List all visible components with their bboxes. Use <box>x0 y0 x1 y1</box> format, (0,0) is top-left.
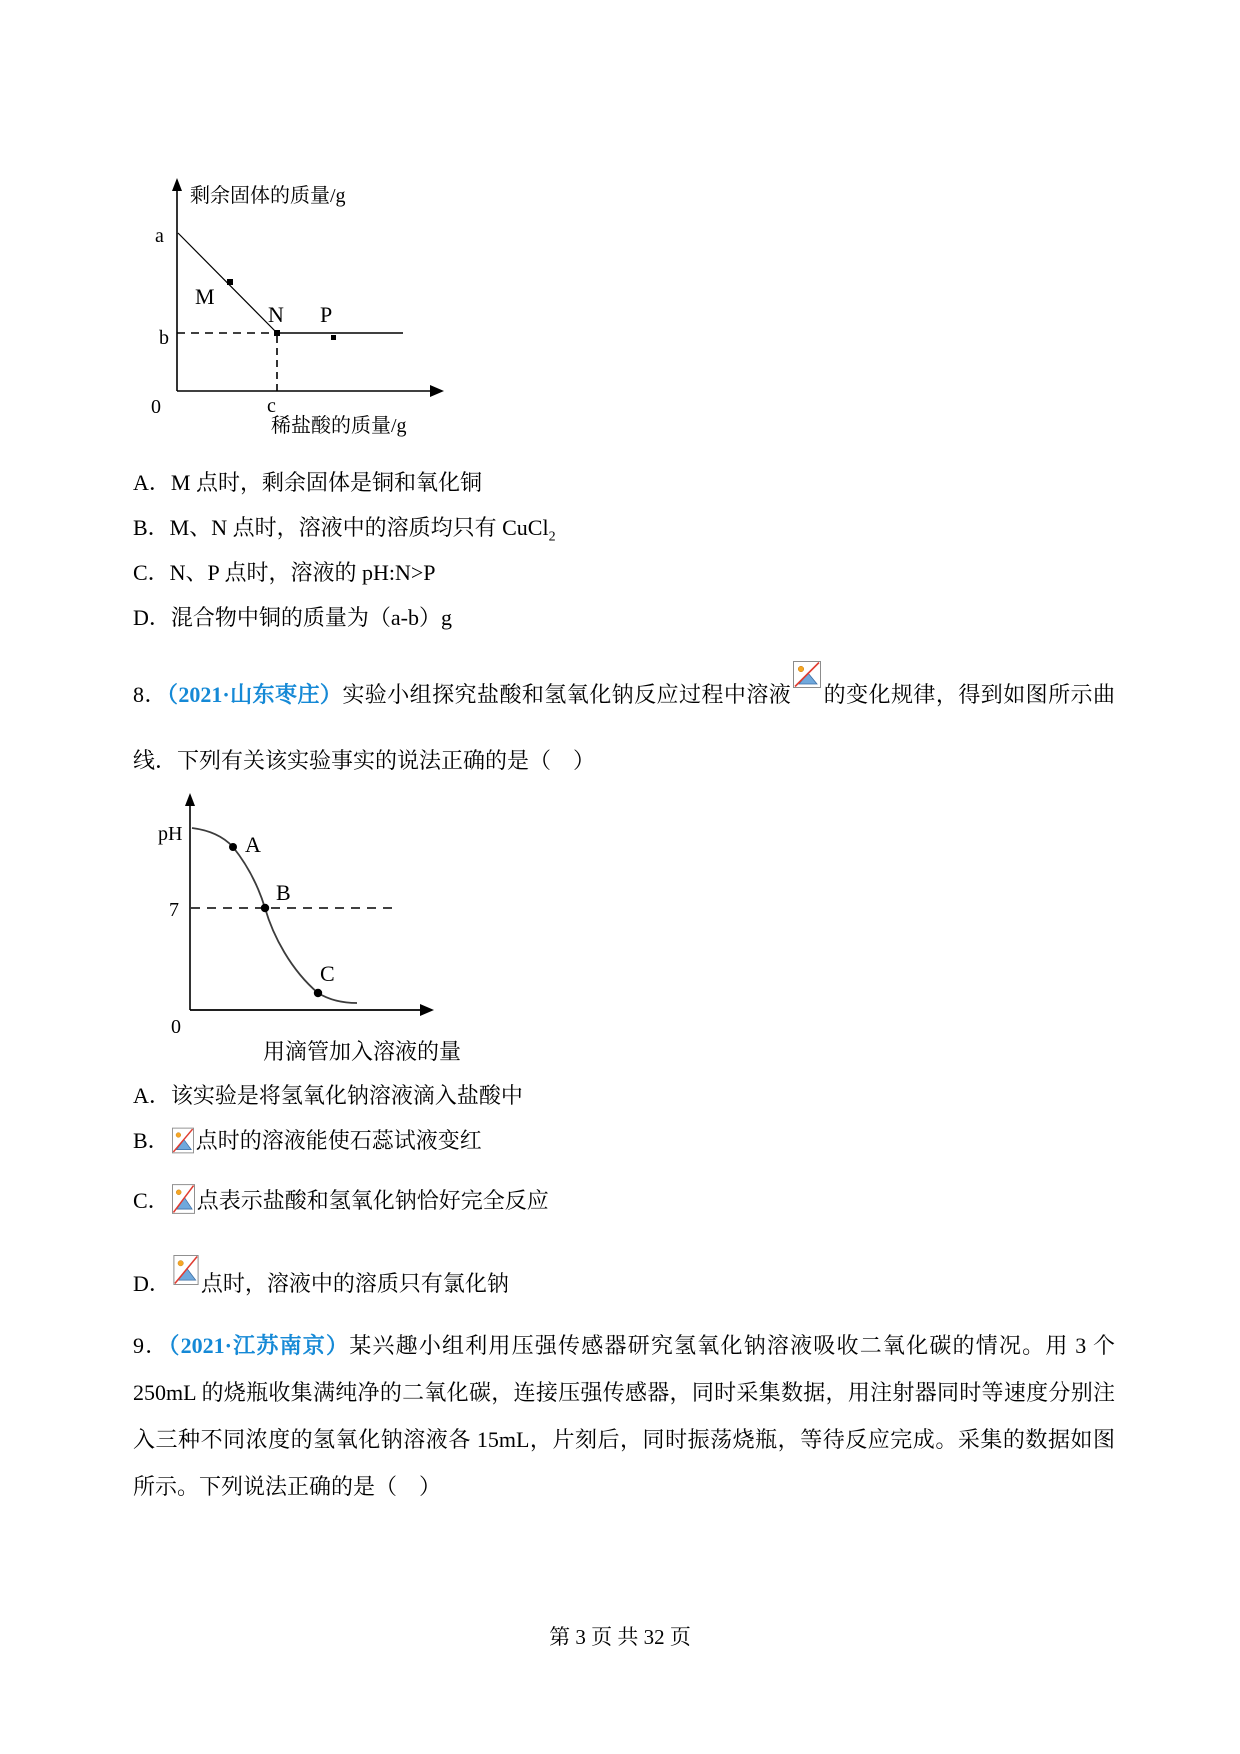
q8-option-c <box>133 1184 549 1222</box>
x-axis-label: 稀盐酸的质量/g <box>271 415 407 437</box>
y-tick-b: b <box>159 327 169 349</box>
y-axis-arrow-icon <box>185 793 195 806</box>
chart-ph-curve <box>133 790 483 1075</box>
q7-option-c-text: C．N、P 点时，溶液的 pH:N>P <box>133 560 436 585</box>
q7-option-a-text: A．M 点时，剩余固体是铜和氧化铜 <box>133 470 482 495</box>
broken-image-icon <box>172 1127 194 1162</box>
q7-option-b <box>133 513 556 543</box>
origin-label: 0 <box>171 1016 181 1038</box>
point-N-marker <box>274 330 280 336</box>
x-axis-arrow-icon <box>420 1004 434 1016</box>
q8-option-d <box>133 1255 509 1303</box>
broken-image-icon <box>793 648 821 714</box>
x-tick-c: c <box>267 395 276 417</box>
q8-option-d-pre: D． <box>133 1271 171 1296</box>
q8-stem-text-2: 的变化规律，得到如图所示曲线．下列有关该实验事实的说法正确的是（ ） <box>133 682 1115 773</box>
y-tick-7: 7 <box>169 899 179 921</box>
q8-option-b-post: 点时的溶液能使石蕊试液变红 <box>195 1128 482 1153</box>
broken-image-icon <box>173 1255 199 1297</box>
q7-option-d <box>133 603 452 633</box>
q7-option-a <box>133 468 482 498</box>
x-axis-label: 用滴管加入溶液的量 <box>263 1039 462 1064</box>
point-B-marker <box>261 904 269 912</box>
q8-option-b <box>133 1126 482 1162</box>
q9-stem-text: 某兴趣小组利用压强传感器研究氢氧化钠溶液吸收二氧化碳的情况。用 3 个 250mL 的烧瓶收集满纯净的二氧化碳，连接压强传感器，同时采集数据，用注射器同时等速度分别注入三种不同浓度的氢氧化钠溶液各 15mL，片刻后，同时振荡烧瓶，等待反应完成。采集的数据如图所示。下列说法正确的是（ ） <box>133 1333 1115 1499</box>
point-P-label: P <box>320 302 333 327</box>
y-tick-a: a <box>155 225 164 247</box>
q8-stem-text-1: 实验小组探究盐酸和氢氧化钠反应过程中溶液 <box>342 682 792 707</box>
point-A-marker <box>229 843 237 851</box>
point-C-label: C <box>320 961 335 986</box>
point-M-marker <box>227 279 233 285</box>
point-M-label: M <box>195 284 215 309</box>
x-axis-arrow-icon <box>430 385 444 397</box>
chart-remaining-solid-mass <box>133 172 463 440</box>
q7-option-b-text: B．M、N 点时，溶液中的溶质均只有 CuCl <box>133 515 549 540</box>
q8-option-a-text: A．该实验是将氢氧化钠溶液滴入盐酸中 <box>133 1083 523 1108</box>
page-number-text: 第 3 页 共 32 页 <box>549 1625 691 1649</box>
broken-image-icon <box>172 1184 195 1222</box>
q8-stem <box>133 648 1115 794</box>
q8-option-c-post: 点表示盐酸和氢氧化钠恰好完全反应 <box>196 1188 549 1213</box>
q7-option-d-text: D．混合物中铜的质量为（a-b）g <box>133 605 452 630</box>
q8-option-c-pre: C． <box>133 1188 170 1213</box>
q8-source-tag: （2021·山东枣庄） <box>166 682 343 707</box>
point-B-label: B <box>276 880 291 905</box>
point-A-label: A <box>245 832 261 857</box>
page-footer <box>0 1621 1240 1651</box>
q8-number: 8． <box>133 682 167 707</box>
q9-source-tag: （2021·江苏南京） <box>168 1333 350 1358</box>
point-C-marker <box>314 989 322 997</box>
q9-stem <box>133 1322 1115 1510</box>
origin-label: 0 <box>151 396 161 418</box>
point-P-marker <box>331 335 336 340</box>
y-axis-label: pH <box>158 823 183 845</box>
y-axis-label: 剩余固体的质量/g <box>190 185 346 207</box>
q9-number: 9． <box>133 1333 169 1358</box>
q8-option-a <box>133 1081 523 1111</box>
y-axis-arrow-icon <box>172 178 182 191</box>
q8-option-b-pre: B． <box>133 1128 170 1153</box>
q7-option-c <box>133 558 436 588</box>
point-N-label: N <box>268 302 284 327</box>
q7-option-b-subscript: 2 <box>548 529 556 545</box>
q8-option-d-post: 点时，溶液中的溶质只有氯化钠 <box>200 1271 509 1296</box>
